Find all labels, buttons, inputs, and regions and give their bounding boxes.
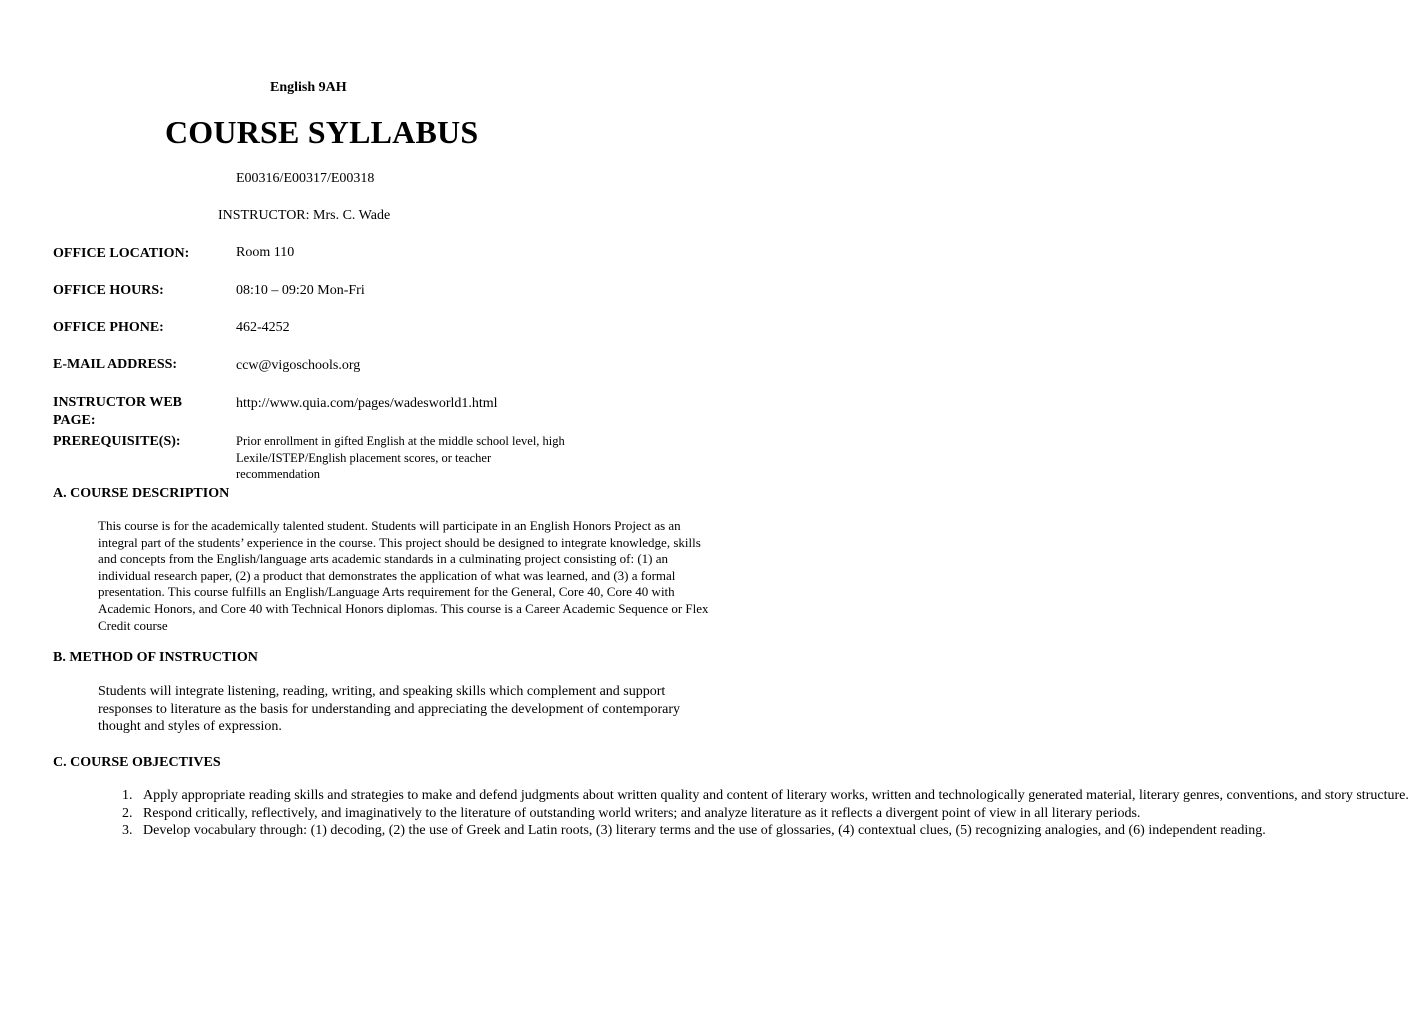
course-objectives-list bbox=[112, 787, 1409, 840]
office-hours-label: OFFICE HOURS: bbox=[53, 283, 164, 298]
section-b-heading: B. METHOD OF INSTRUCTION bbox=[53, 650, 258, 665]
office-location-label: OFFICE LOCATION: bbox=[53, 246, 190, 261]
prerequisites-value: Prior enrollment in gifted English at the middle school level, high Lexile/ISTEP/English placement scores, or teacher recommendation bbox=[236, 434, 565, 481]
email-label: E-MAIL ADDRESS: bbox=[53, 357, 178, 372]
list-item-number: 1. bbox=[122, 788, 133, 803]
list-item-text: Develop vocabulary through: (1) decoding, (2) the use of Greek and Latin roots, (3) literary terms and the use of glossaries, (4) contextual clues, (5) recognizing analogies, and (6) independent reading. bbox=[143, 823, 1266, 839]
course-codes: E00316/E00317/E00318 bbox=[236, 171, 375, 186]
office-location-value: Room 110 bbox=[236, 245, 295, 260]
section-a-heading: A. COURSE DESCRIPTION bbox=[53, 486, 230, 501]
list-item bbox=[112, 787, 1409, 805]
instructor-name: INSTRUCTOR: Mrs. C. Wade bbox=[218, 208, 391, 223]
email-value: ccw@vigoschools.org bbox=[236, 358, 361, 373]
web-page-link[interactable]: http://www.quia.com/pages/wadesworld1.html bbox=[236, 396, 498, 411]
list-item-number: 2. bbox=[122, 805, 133, 821]
office-phone-label: OFFICE PHONE: bbox=[53, 320, 164, 335]
course-description-text: This course is for the academically talented student. Students will participate in an English Honors Project as an integral part of the students’ experience in the course. This project should be designed to integrate knowledge, skills and concepts from the English/language arts academic standards in a culminating project consisting of: (1) an individual research paper, (2) a product that demonstrates the application of what was learned, and (3) a formal presentation. This course fulfills an English/Language Arts requirement for the General, Core 40, Core 40 with Academic Honors, and Core 40 with Technical Honors diplomas. This course is a Career Academic Sequence or Flex Credit course bbox=[98, 518, 709, 633]
office-phone-value: 462-4252 bbox=[236, 320, 290, 335]
page-title: COURSE SYLLABUS bbox=[165, 114, 479, 150]
list-item bbox=[112, 805, 1141, 823]
list-item bbox=[112, 822, 1266, 840]
web-page-label-line1: INSTRUCTOR WEB bbox=[53, 395, 183, 410]
list-item-text: Respond critically, reflectively, and imaginatively to the literature of outstanding world writers; and analyze literature as it reflects a divergent point of view in all literary periods. bbox=[143, 805, 1141, 821]
web-page-label-line2: PAGE: bbox=[53, 413, 96, 428]
course-subject: English 9AH bbox=[270, 80, 347, 95]
list-item-text: Apply appropriate reading skills and strategies to make and defend judgments about written quality and content of literary works, written and technologically generated material, literary genres, conventions, and story structure. bbox=[143, 788, 1409, 803]
list-item-number: 3. bbox=[122, 823, 133, 839]
office-hours-value: 08:10 – 09:20 Mon-Fri bbox=[236, 283, 365, 298]
prerequisites-label: PREREQUISITE(S): bbox=[53, 434, 181, 449]
method-of-instruction-text: Students will integrate listening, reading, writing, and speaking skills which complement and support responses to literature as the basis for understanding and appreciating the development of contemporary thought and styles of expression. bbox=[98, 684, 680, 735]
section-c-heading: C. COURSE OBJECTIVES bbox=[53, 755, 221, 770]
